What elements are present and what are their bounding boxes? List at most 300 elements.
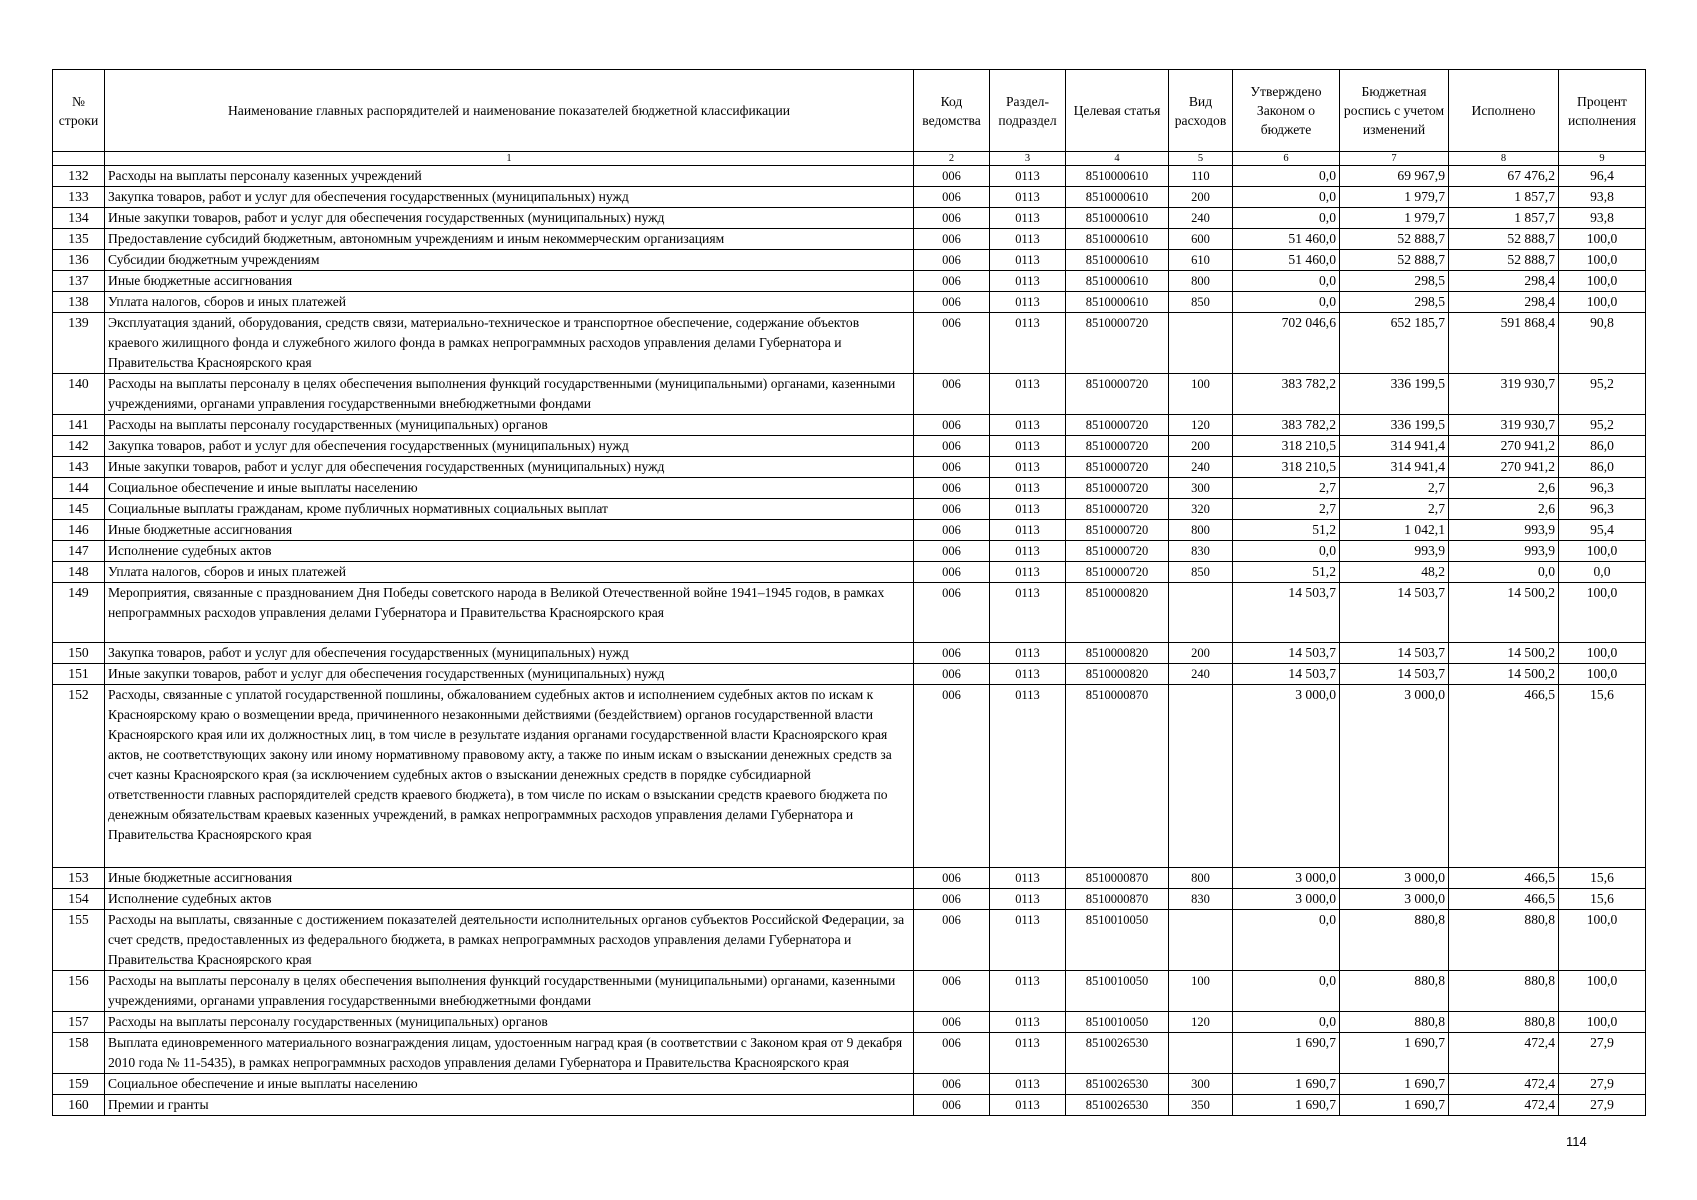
department-code: 006 [914, 1074, 990, 1095]
executed-amount: 270 941,2 [1449, 436, 1559, 457]
department-code: 006 [914, 910, 990, 971]
row-number: 140 [53, 374, 105, 415]
executed-amount: 993,9 [1449, 541, 1559, 562]
header-section: Раздел-подраздел [990, 70, 1066, 152]
department-code: 006 [914, 271, 990, 292]
section-code: 0113 [990, 415, 1066, 436]
execution-percent: 100,0 [1559, 643, 1646, 664]
section-code: 0113 [990, 685, 1066, 868]
department-code: 006 [914, 187, 990, 208]
expense-type: 300 [1169, 478, 1233, 499]
executed-amount: 880,8 [1449, 971, 1559, 1012]
executed-amount: 1 857,7 [1449, 208, 1559, 229]
budget-list-amount: 336 199,5 [1340, 374, 1449, 415]
executed-amount: 472,4 [1449, 1074, 1559, 1095]
target-article: 8510010050 [1066, 1012, 1169, 1033]
approved-amount: 51 460,0 [1233, 229, 1340, 250]
target-article: 8510000610 [1066, 292, 1169, 313]
target-article: 8510000870 [1066, 868, 1169, 889]
column-number [53, 152, 105, 166]
approved-amount: 1 690,7 [1233, 1033, 1340, 1074]
row-name: Расходы на выплаты персоналу в целях обеспечения выполнения функций государственными (муниципальными) органами, казенными учреждениями, органами управления государственными внебюджетными фондами [105, 971, 914, 1012]
target-article: 8510000720 [1066, 520, 1169, 541]
expense-type: 120 [1169, 415, 1233, 436]
executed-amount: 2,6 [1449, 478, 1559, 499]
executed-amount: 466,5 [1449, 889, 1559, 910]
executed-amount: 880,8 [1449, 910, 1559, 971]
row-number: 146 [53, 520, 105, 541]
department-code: 006 [914, 499, 990, 520]
target-article: 8510000610 [1066, 208, 1169, 229]
approved-amount: 14 503,7 [1233, 583, 1340, 643]
header-name: Наименование главных распорядителей и наименование показателей бюджетной классификации [105, 70, 914, 152]
expense-type [1169, 910, 1233, 971]
executed-amount: 591 868,4 [1449, 313, 1559, 374]
department-code: 006 [914, 292, 990, 313]
table-row [53, 166, 1646, 187]
budget-list-amount: 14 503,7 [1340, 643, 1449, 664]
department-code: 006 [914, 313, 990, 374]
section-code: 0113 [990, 313, 1066, 374]
execution-percent: 100,0 [1559, 664, 1646, 685]
row-number: 149 [53, 583, 105, 643]
budget-list-amount: 3 000,0 [1340, 889, 1449, 910]
target-article: 8510000610 [1066, 250, 1169, 271]
row-name: Иные бюджетные ассигнования [105, 868, 914, 889]
approved-amount: 0,0 [1233, 208, 1340, 229]
expense-type [1169, 313, 1233, 374]
section-code: 0113 [990, 889, 1066, 910]
table-body [53, 166, 1646, 1116]
budget-list-amount: 880,8 [1340, 910, 1449, 971]
section-code: 0113 [990, 457, 1066, 478]
section-code: 0113 [990, 229, 1066, 250]
department-code: 006 [914, 643, 990, 664]
row-name: Предоставление субсидий бюджетным, автономным учреждениям и иным некоммерческим организациям [105, 229, 914, 250]
executed-amount: 880,8 [1449, 1012, 1559, 1033]
approved-amount: 702 046,6 [1233, 313, 1340, 374]
department-code: 006 [914, 436, 990, 457]
budget-list-amount: 1 979,7 [1340, 208, 1449, 229]
approved-amount: 1 690,7 [1233, 1095, 1340, 1116]
row-name: Иные бюджетные ассигнования [105, 520, 914, 541]
expense-type: 300 [1169, 1074, 1233, 1095]
row-name: Уплата налогов, сборов и иных платежей [105, 562, 914, 583]
expense-type: 350 [1169, 1095, 1233, 1116]
table-row [53, 868, 1646, 889]
row-number: 147 [53, 541, 105, 562]
expense-type: 100 [1169, 971, 1233, 1012]
section-code: 0113 [990, 583, 1066, 643]
execution-percent: 100,0 [1559, 1012, 1646, 1033]
budget-list-amount: 2,7 [1340, 478, 1449, 499]
row-number: 133 [53, 187, 105, 208]
column-number: 8 [1449, 152, 1559, 166]
row-name: Социальное обеспечение и иные выплаты населению [105, 1074, 914, 1095]
department-code: 006 [914, 250, 990, 271]
row-number: 156 [53, 971, 105, 1012]
table-row [53, 643, 1646, 664]
expense-type: 100 [1169, 374, 1233, 415]
budget-list-amount: 314 941,4 [1340, 457, 1449, 478]
execution-percent: 15,6 [1559, 868, 1646, 889]
row-number: 155 [53, 910, 105, 971]
row-name: Расходы на выплаты персоналу в целях обеспечения выполнения функций государственными (муниципальными) органами, казенными учреждениями, органами управления государственными внебюджетными фондами [105, 374, 914, 415]
budget-list-amount: 1 979,7 [1340, 187, 1449, 208]
approved-amount: 383 782,2 [1233, 374, 1340, 415]
table-row [53, 1074, 1646, 1095]
section-code: 0113 [990, 374, 1066, 415]
page-number: 114 [1566, 1134, 1587, 1149]
approved-amount: 0,0 [1233, 292, 1340, 313]
executed-amount: 319 930,7 [1449, 374, 1559, 415]
expense-type: 120 [1169, 1012, 1233, 1033]
execution-percent: 15,6 [1559, 889, 1646, 910]
executed-amount: 1 857,7 [1449, 187, 1559, 208]
execution-percent: 15,6 [1559, 685, 1646, 868]
header-executed: Исполнено [1449, 70, 1559, 152]
execution-percent: 100,0 [1559, 250, 1646, 271]
executed-amount: 298,4 [1449, 271, 1559, 292]
expense-type: 240 [1169, 208, 1233, 229]
execution-percent: 100,0 [1559, 271, 1646, 292]
header-expense-type: Вид расходов [1169, 70, 1233, 152]
row-name: Закупка товаров, работ и услуг для обеспечения государственных (муниципальных) нужд [105, 643, 914, 664]
department-code: 006 [914, 889, 990, 910]
table-row [53, 415, 1646, 436]
budget-list-amount: 298,5 [1340, 271, 1449, 292]
section-code: 0113 [990, 499, 1066, 520]
approved-amount: 0,0 [1233, 271, 1340, 292]
approved-amount: 2,7 [1233, 499, 1340, 520]
row-name: Закупка товаров, работ и услуг для обеспечения государственных (муниципальных) нужд [105, 436, 914, 457]
department-code: 006 [914, 971, 990, 1012]
expense-type: 830 [1169, 889, 1233, 910]
department-code: 006 [914, 1033, 990, 1074]
expense-type: 600 [1169, 229, 1233, 250]
header-target-article: Целевая статья [1066, 70, 1169, 152]
budget-table [52, 69, 1646, 1116]
target-article: 8510000720 [1066, 562, 1169, 583]
row-number: 158 [53, 1033, 105, 1074]
target-article: 8510026530 [1066, 1033, 1169, 1074]
header-budget-list: Бюджетная роспись с учетом изменений [1340, 70, 1449, 152]
department-code: 006 [914, 166, 990, 187]
executed-amount: 0,0 [1449, 562, 1559, 583]
executed-amount: 472,4 [1449, 1095, 1559, 1116]
row-name: Иные закупки товаров, работ и услуг для обеспечения государственных (муниципальных) нужд [105, 208, 914, 229]
executed-amount: 52 888,7 [1449, 250, 1559, 271]
column-number: 9 [1559, 152, 1646, 166]
execution-percent: 96,4 [1559, 166, 1646, 187]
expense-type: 830 [1169, 541, 1233, 562]
department-code: 006 [914, 562, 990, 583]
row-number: 157 [53, 1012, 105, 1033]
row-name: Расходы на выплаты персоналу казенных учреждений [105, 166, 914, 187]
execution-percent: 86,0 [1559, 436, 1646, 457]
section-code: 0113 [990, 250, 1066, 271]
section-code: 0113 [990, 166, 1066, 187]
column-number: 3 [990, 152, 1066, 166]
approved-amount: 0,0 [1233, 971, 1340, 1012]
approved-amount: 3 000,0 [1233, 889, 1340, 910]
section-code: 0113 [990, 187, 1066, 208]
target-article: 8510000720 [1066, 415, 1169, 436]
row-name: Уплата налогов, сборов и иных платежей [105, 292, 914, 313]
table-row [53, 271, 1646, 292]
approved-amount: 14 503,7 [1233, 643, 1340, 664]
table-row [53, 910, 1646, 971]
expense-type: 800 [1169, 271, 1233, 292]
table-row [53, 664, 1646, 685]
expense-type: 850 [1169, 292, 1233, 313]
row-number: 132 [53, 166, 105, 187]
table-row [53, 971, 1646, 1012]
approved-amount: 0,0 [1233, 910, 1340, 971]
section-code: 0113 [990, 541, 1066, 562]
approved-amount: 0,0 [1233, 166, 1340, 187]
row-name: Мероприятия, связанные с празднованием Дня Победы советского народа в Великой Отечественной войне 1941–1945 годов, в рамках непрограммных расходов управления делами Губернатора и Правительства Красноярского края [105, 583, 914, 643]
section-code: 0113 [990, 868, 1066, 889]
row-name: Социальные выплаты гражданам, кроме публичных нормативных социальных выплат [105, 499, 914, 520]
table-row [53, 229, 1646, 250]
table-row [53, 436, 1646, 457]
section-code: 0113 [990, 1095, 1066, 1116]
table-row [53, 541, 1646, 562]
expense-type: 800 [1169, 520, 1233, 541]
table-row [53, 1012, 1646, 1033]
row-name: Закупка товаров, работ и услуг для обеспечения государственных (муниципальных) нужд [105, 187, 914, 208]
department-code: 006 [914, 685, 990, 868]
column-number: 1 [105, 152, 914, 166]
row-name: Субсидии бюджетным учреждениям [105, 250, 914, 271]
executed-amount: 472,4 [1449, 1033, 1559, 1074]
row-number: 137 [53, 271, 105, 292]
budget-list-amount: 336 199,5 [1340, 415, 1449, 436]
execution-percent: 95,2 [1559, 415, 1646, 436]
table-row [53, 562, 1646, 583]
row-name: Иные закупки товаров, работ и услуг для обеспечения государственных (муниципальных) нужд [105, 664, 914, 685]
section-code: 0113 [990, 478, 1066, 499]
approved-amount: 51,2 [1233, 520, 1340, 541]
section-code: 0113 [990, 1074, 1066, 1095]
expense-type: 200 [1169, 187, 1233, 208]
budget-list-amount: 1 690,7 [1340, 1074, 1449, 1095]
section-code: 0113 [990, 1012, 1066, 1033]
row-number: 154 [53, 889, 105, 910]
target-article: 8510010050 [1066, 910, 1169, 971]
row-number: 136 [53, 250, 105, 271]
budget-list-amount: 880,8 [1340, 1012, 1449, 1033]
execution-percent: 0,0 [1559, 562, 1646, 583]
table-row [53, 250, 1646, 271]
executed-amount: 319 930,7 [1449, 415, 1559, 436]
department-code: 006 [914, 868, 990, 889]
expense-type: 240 [1169, 457, 1233, 478]
section-code: 0113 [990, 271, 1066, 292]
executed-amount: 466,5 [1449, 868, 1559, 889]
target-article: 8510000720 [1066, 457, 1169, 478]
row-number: 159 [53, 1074, 105, 1095]
approved-amount: 318 210,5 [1233, 457, 1340, 478]
row-name: Исполнение судебных актов [105, 889, 914, 910]
column-number: 2 [914, 152, 990, 166]
header-row [53, 70, 1646, 152]
approved-amount: 0,0 [1233, 1012, 1340, 1033]
section-code: 0113 [990, 971, 1066, 1012]
approved-amount: 2,7 [1233, 478, 1340, 499]
budget-list-amount: 2,7 [1340, 499, 1449, 520]
target-article: 8510000720 [1066, 499, 1169, 520]
execution-percent: 100,0 [1559, 583, 1646, 643]
row-number: 152 [53, 685, 105, 868]
department-code: 006 [914, 520, 990, 541]
row-number: 139 [53, 313, 105, 374]
expense-type: 800 [1169, 868, 1233, 889]
approved-amount: 3 000,0 [1233, 868, 1340, 889]
budget-list-amount: 880,8 [1340, 971, 1449, 1012]
budget-list-amount: 52 888,7 [1340, 250, 1449, 271]
target-article: 8510000610 [1066, 187, 1169, 208]
executed-amount: 67 476,2 [1449, 166, 1559, 187]
expense-type: 200 [1169, 436, 1233, 457]
section-code: 0113 [990, 664, 1066, 685]
department-code: 006 [914, 229, 990, 250]
section-code: 0113 [990, 910, 1066, 971]
approved-amount: 3 000,0 [1233, 685, 1340, 868]
approved-amount: 0,0 [1233, 187, 1340, 208]
row-name: Премии и гранты [105, 1095, 914, 1116]
table-row [53, 187, 1646, 208]
execution-percent: 95,4 [1559, 520, 1646, 541]
row-number: 138 [53, 292, 105, 313]
expense-type [1169, 685, 1233, 868]
budget-list-amount: 652 185,7 [1340, 313, 1449, 374]
expense-type: 320 [1169, 499, 1233, 520]
column-number-row [53, 152, 1646, 166]
section-code: 0113 [990, 643, 1066, 664]
budget-list-amount: 14 503,7 [1340, 583, 1449, 643]
section-code: 0113 [990, 436, 1066, 457]
budget-list-amount: 1 690,7 [1340, 1033, 1449, 1074]
execution-percent: 27,9 [1559, 1033, 1646, 1074]
table-row [53, 583, 1646, 643]
budget-list-amount: 48,2 [1340, 562, 1449, 583]
row-number: 145 [53, 499, 105, 520]
expense-type: 110 [1169, 166, 1233, 187]
row-number: 143 [53, 457, 105, 478]
execution-percent: 27,9 [1559, 1095, 1646, 1116]
section-code: 0113 [990, 292, 1066, 313]
budget-list-amount: 1 042,1 [1340, 520, 1449, 541]
expense-type [1169, 1033, 1233, 1074]
section-code: 0113 [990, 562, 1066, 583]
expense-type: 610 [1169, 250, 1233, 271]
target-article: 8510000720 [1066, 478, 1169, 499]
executed-amount: 270 941,2 [1449, 457, 1559, 478]
department-code: 006 [914, 478, 990, 499]
execution-percent: 96,3 [1559, 478, 1646, 499]
target-article: 8510000720 [1066, 313, 1169, 374]
budget-list-amount: 3 000,0 [1340, 868, 1449, 889]
approved-amount: 51 460,0 [1233, 250, 1340, 271]
department-code: 006 [914, 583, 990, 643]
target-article: 8510000820 [1066, 643, 1169, 664]
target-article: 8510026530 [1066, 1074, 1169, 1095]
department-code: 006 [914, 664, 990, 685]
section-code: 0113 [990, 520, 1066, 541]
target-article: 8510026530 [1066, 1095, 1169, 1116]
budget-list-amount: 298,5 [1340, 292, 1449, 313]
target-article: 8510000720 [1066, 541, 1169, 562]
target-article: 8510000610 [1066, 229, 1169, 250]
column-number: 7 [1340, 152, 1449, 166]
row-name: Эксплуатация зданий, оборудования, средств связи, материально-техническое и транспортное обеспечение, содержание объектов краевого жилищного фонда и служебного жилого фонда в рамках непрограммных расходов управления делами Губернатора и Правительства Красноярского края [105, 313, 914, 374]
expense-type: 200 [1169, 643, 1233, 664]
department-code: 006 [914, 415, 990, 436]
executed-amount: 2,6 [1449, 499, 1559, 520]
table-header [53, 70, 1646, 166]
table-row [53, 1033, 1646, 1074]
department-code: 006 [914, 457, 990, 478]
approved-amount: 1 690,7 [1233, 1074, 1340, 1095]
header-department-code: Код ведомства [914, 70, 990, 152]
row-number: 142 [53, 436, 105, 457]
header-percent: Процент исполнения [1559, 70, 1646, 152]
execution-percent: 27,9 [1559, 1074, 1646, 1095]
execution-percent: 100,0 [1559, 910, 1646, 971]
row-number: 150 [53, 643, 105, 664]
execution-percent: 100,0 [1559, 971, 1646, 1012]
row-name: Иные закупки товаров, работ и услуг для обеспечения государственных (муниципальных) нужд [105, 457, 914, 478]
table-row [53, 313, 1646, 374]
section-code: 0113 [990, 1033, 1066, 1074]
table-row [53, 499, 1646, 520]
table-row [53, 889, 1646, 910]
section-code: 0113 [990, 208, 1066, 229]
row-name: Расходы на выплаты персоналу государственных (муниципальных) органов [105, 415, 914, 436]
row-name: Расходы, связанные с уплатой государственной пошлины, обжалованием судебных актов и исполнением судебных актов по искам к Красноярскому краю о возмещении вреда, причиненного незаконными действиями (бездействием) органов государственной власти Красноярского края или их должностных лиц, в том числе в результате издания органами государственной власти Красноярского края актов, не соответствующих закону или иному нормативному правовому акту, а также по иным искам о взыскании денежных средств за счет казны Красноярского края (за исключением судебных актов о взыскании денежных средств в порядке субсидиарной ответственности главных распорядителей средств краевого бюджета), в том числе по искам о взыскании средств краевого бюджета по денежным обязательствам краевых казенных учреждений, в рамках непрограммных расходов управления делами Губернатора и Правительства Красноярского края [105, 685, 914, 868]
approved-amount: 318 210,5 [1233, 436, 1340, 457]
execution-percent: 96,3 [1559, 499, 1646, 520]
execution-percent: 95,2 [1559, 374, 1646, 415]
budget-list-amount: 69 967,9 [1340, 166, 1449, 187]
execution-percent: 100,0 [1559, 292, 1646, 313]
header-approved: Утверждено Законом о бюджете [1233, 70, 1340, 152]
row-name: Выплата единовременного материального вознаграждения лицам, удостоенным наград края (в соответствии с Законом края от 9 декабря 2010 года № 11-5435), в рамках непрограммных расходов управления делами Губернатора и Правительства Красноярского края [105, 1033, 914, 1074]
target-article: 8510000720 [1066, 436, 1169, 457]
table-row [53, 520, 1646, 541]
budget-list-amount: 314 941,4 [1340, 436, 1449, 457]
department-code: 006 [914, 1012, 990, 1033]
target-article: 8510000820 [1066, 664, 1169, 685]
approved-amount: 383 782,2 [1233, 415, 1340, 436]
target-article: 8510000870 [1066, 685, 1169, 868]
target-article: 8510000820 [1066, 583, 1169, 643]
executed-amount: 14 500,2 [1449, 643, 1559, 664]
budget-list-amount: 1 690,7 [1340, 1095, 1449, 1116]
executed-amount: 52 888,7 [1449, 229, 1559, 250]
row-name: Социальное обеспечение и иные выплаты населению [105, 478, 914, 499]
row-number: 141 [53, 415, 105, 436]
approved-amount: 51,2 [1233, 562, 1340, 583]
department-code: 006 [914, 1095, 990, 1116]
table-row [53, 478, 1646, 499]
target-article: 8510000610 [1066, 166, 1169, 187]
approved-amount: 0,0 [1233, 541, 1340, 562]
row-number: 160 [53, 1095, 105, 1116]
executed-amount: 14 500,2 [1449, 583, 1559, 643]
